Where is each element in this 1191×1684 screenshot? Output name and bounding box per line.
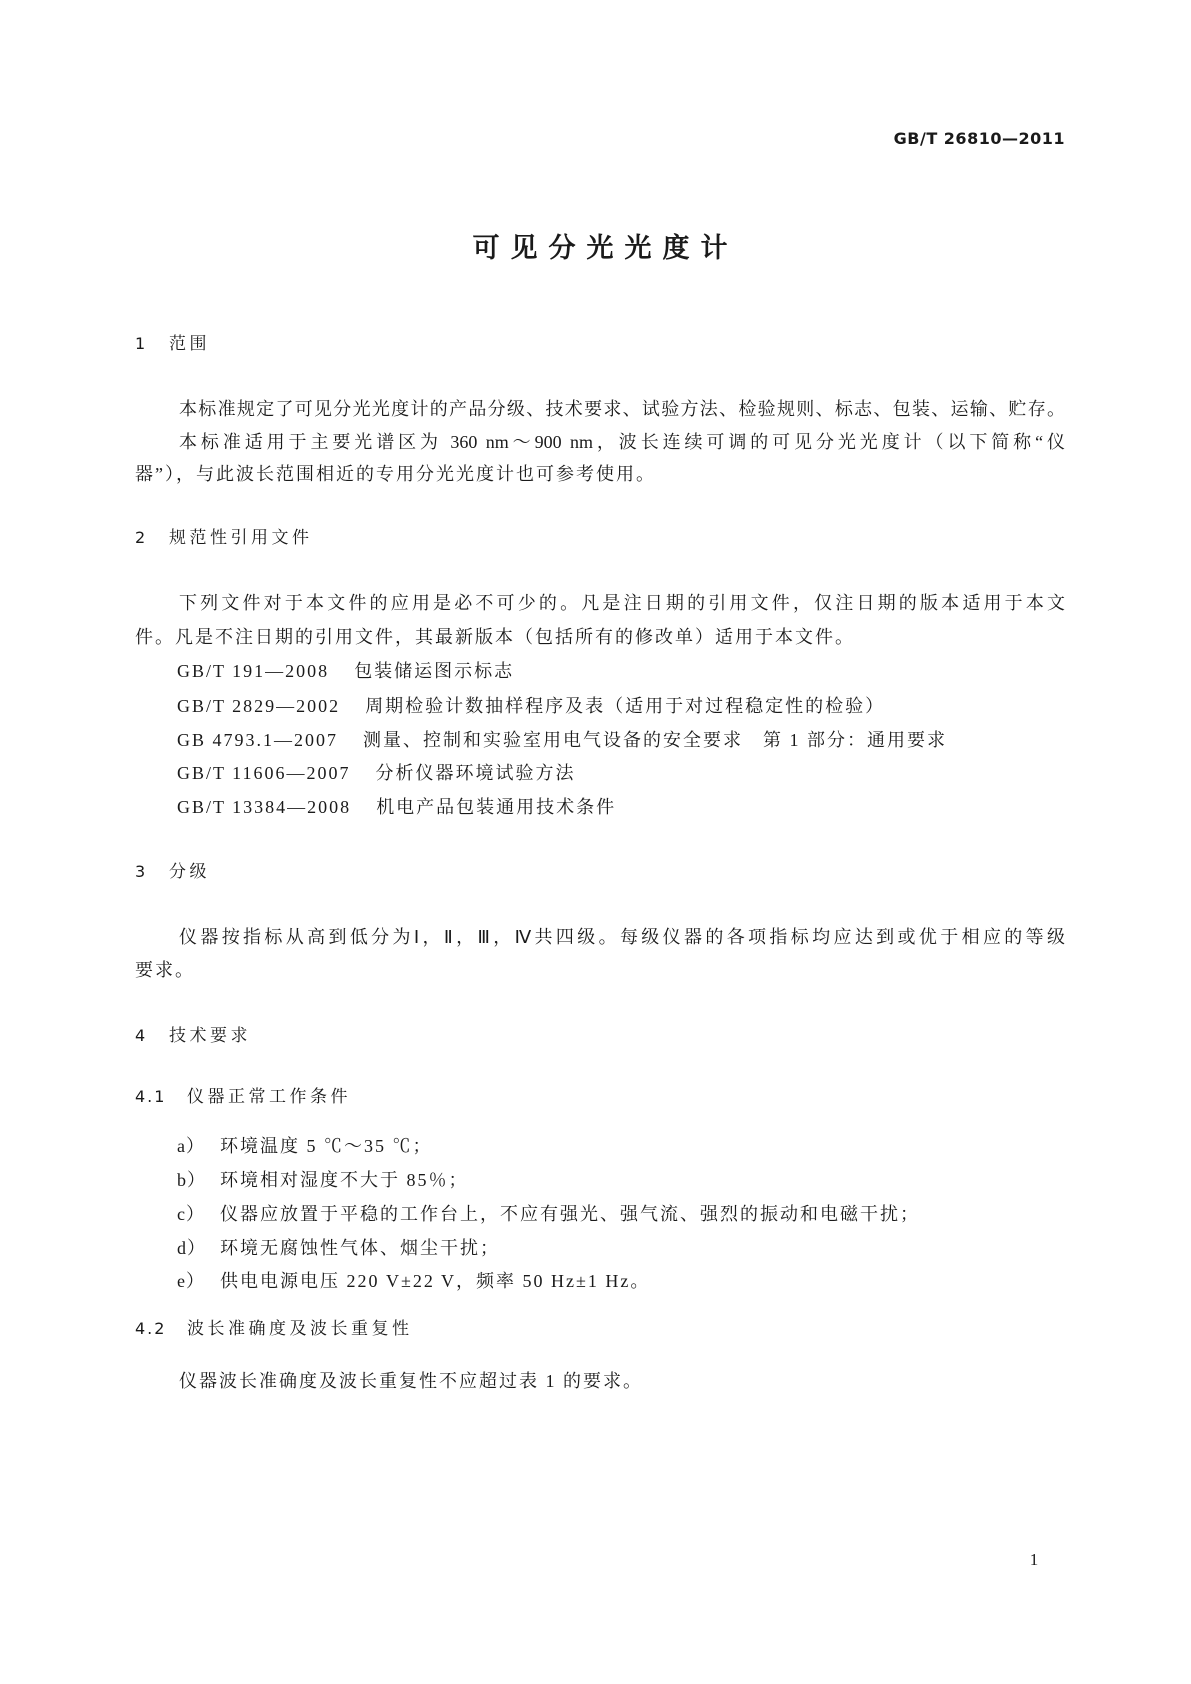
reference-item [177,689,885,723]
reference-title: 周期检验计数抽样程序及表（适用于对过程稳定性的检验） [365,696,886,716]
reference-title: 测量、控制和实验室用电气设备的安全要求 第 1 部分：通用要求 [363,730,948,750]
list-item-label: d） [177,1238,206,1258]
list-item-label: b） [177,1170,206,1190]
list-item [177,1231,500,1265]
reference-title: 分析仪器环境试验方法 [375,763,576,783]
section-number: 3 [135,862,147,881]
list-item-label: e） [177,1271,205,1291]
standard-number: GB/T 26810—2011 [893,129,1065,148]
reference-title: 机电产品包装通用技术条件 [376,797,617,817]
section-number: 1 [135,334,147,353]
list-item [177,1163,469,1197]
subsection-number: 4.1 [135,1087,167,1106]
scope-paragraph-2-line-1: 本标准适用于主要光谱区为 360 nm～900 nm，波长连续可调的可见分光光度计（以下简称“仪 [179,432,1065,452]
classification-line-2: 要求。 [135,960,195,980]
reference-title: 包装储运图示标志 [354,661,515,681]
section-title: 范围 [169,334,210,354]
wavelength-paragraph-line-1: 仪器波长准确度及波长重复性不应超过表 1 的要求。 [179,1371,643,1391]
reference-item [177,654,514,688]
reference-code: GB/T 191—2008 [177,661,330,681]
reference-code: GB/T 11606—2007 [177,763,351,783]
reference-item [177,756,576,790]
section-number: 2 [135,528,147,547]
subsection-number: 4.2 [135,1319,167,1338]
section-title: 分级 [169,862,210,882]
list-item-text: 仪器应放置于平稳的工作台上，不应有强光、强气流、强烈的振动和电磁干扰； [220,1204,920,1224]
references-intro-line-2: 件。凡是不注日期的引用文件，其最新版本（包括所有的修改单）适用于本文件。 [135,627,855,647]
references-intro-line-1: 下列文件对于本文件的应用是必不可少的。凡是注日期的引用文件，仅注日期的版本适用于本文 [179,593,1065,613]
section-title: 规范性引用文件 [169,528,313,548]
list-item-text: 环境无腐蚀性气体、烟尘干扰； [220,1238,500,1258]
list-item [177,1197,920,1231]
subsection-4-2-heading [135,1312,413,1346]
list-item [177,1129,433,1163]
section-4-heading [135,1019,251,1053]
scope-paragraph-1-line-1: 本标准规定了可见分光光度计的产品分级、技术要求、试验方法、检验规则、标志、包装、运输、贮存。 [179,399,1065,419]
reference-item [177,790,616,824]
list-item-text: 供电电源电压 220 V±22 V，频率 50 Hz±1 Hz。 [220,1271,651,1291]
subsection-4-1-heading [135,1080,351,1114]
reference-code: GB/T 2829—2002 [177,696,341,716]
section-3-heading [135,855,210,889]
reference-code: GB 4793.1—2007 [177,730,339,750]
subsection-title: 仪器正常工作条件 [187,1087,351,1107]
section-2-heading [135,521,313,555]
reference-code: GB/T 13384—2008 [177,797,352,817]
page-number: 1 [1029,1550,1039,1569]
classification-line-1: 仪器按指标从高到低分为Ⅰ，Ⅱ，Ⅲ，Ⅳ共四级。每级仪器的各项指标均应达到或优于相应的等级 [179,927,1065,947]
section-number: 4 [135,1026,147,1045]
list-item-text: 环境相对湿度不大于 85％； [220,1170,469,1190]
document-title: 可见分光光度计 [472,233,739,264]
section-1-heading [135,327,210,361]
scope-paragraph-2-line-2: 器”），与此波长范围相近的专用分光光度计也可参考使用。 [135,464,656,484]
list-item-label: c） [177,1204,205,1224]
list-item [177,1264,650,1298]
list-item-label: a） [177,1136,205,1156]
subsection-title: 波长准确度及波长重复性 [187,1319,413,1339]
section-title: 技术要求 [169,1026,251,1046]
reference-item [177,723,947,757]
list-item-text: 环境温度 5 ℃～35 ℃； [220,1136,433,1156]
